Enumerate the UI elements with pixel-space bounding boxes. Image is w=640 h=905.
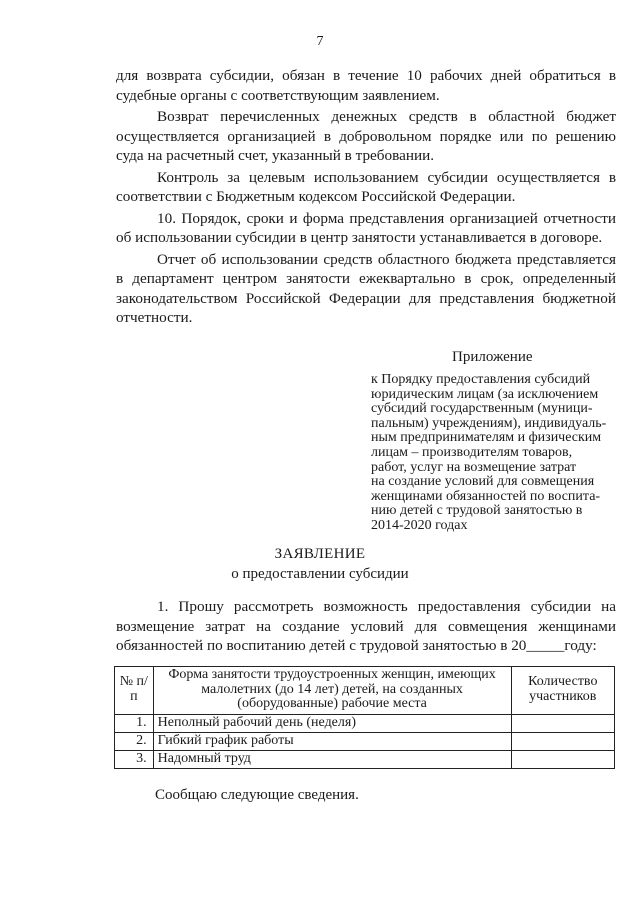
body-paragraph: Возврат перечисленных денежных средств в областной бюджет осуществляется организацией в добровольном порядке или по решению суда на расчетный счет, указанный в требовании. bbox=[116, 108, 616, 164]
table-row bbox=[115, 750, 615, 768]
request-paragraph: 1. Прошу рассмотреть возможность предоставления субсидии на возмещение затрат на создание условий для совмещения женщинами обязанностей по воспитанию детей с трудовой занятостью в 20_____году: bbox=[116, 598, 616, 654]
header-employment-form: Форма занятости трудоустроенных женщин, имеющих малолетних (до 14 лет) детей, на созданных (оборудованные) рабочие места bbox=[153, 667, 511, 715]
table-header-row bbox=[115, 667, 615, 715]
appendix-line: пальным) учреждениям), индивидуаль- bbox=[371, 415, 607, 431]
row-number: 3. bbox=[115, 750, 154, 768]
body-paragraph: Отчет об использовании средств областного бюджета представляется в департамент центром занятости ежеквартально в срок, определенный законодательством Российской Федерации для представления бюджетной отчетности. bbox=[116, 250, 616, 326]
appendix-line: субсидий государственным (муници- bbox=[371, 401, 593, 417]
row-participant-count[interactable] bbox=[511, 714, 614, 732]
appendix-title: Приложение bbox=[452, 349, 533, 365]
body-paragraph: Контроль за целевым использованием субсидии осуществляется в соответствии с Бюджетным кодексом Российской Федерации. bbox=[116, 168, 616, 205]
appendix-line: женщинами обязанностей по воспита- bbox=[371, 488, 601, 504]
appendix-line: к Порядку предоставления субсидий bbox=[371, 372, 591, 387]
body-paragraph: для возврата субсидии, обязан в течение 10 рабочих дней обратиться в судебные органы с соответствующим заявлением. bbox=[116, 67, 616, 104]
page-number: 7 bbox=[316, 34, 324, 49]
appendix-line: работ, услуг на возмещение затрат bbox=[371, 459, 577, 475]
header-participant-count: Количество участников bbox=[511, 667, 614, 715]
row-employment-form: Гибкий график работы bbox=[153, 732, 511, 750]
appendix-line: лицам – производителям товаров, bbox=[371, 444, 573, 460]
row-employment-form: Надомный труд bbox=[153, 750, 511, 768]
row-employment-form: Неполный рабочий день (неделя) bbox=[153, 714, 511, 732]
row-participant-count[interactable] bbox=[511, 732, 614, 750]
appendix-line: на создание условий для совмещения bbox=[371, 474, 595, 490]
row-number: 1. bbox=[115, 714, 154, 732]
body-paragraph: 10. Порядок, сроки и форма представления организацией отчетности об использовании субсидии в центр занятости устанавливается в договоре. bbox=[116, 209, 616, 246]
appendix-line: 2014-2020 годах bbox=[371, 517, 468, 533]
row-participant-count[interactable] bbox=[511, 750, 614, 768]
appendix-line: юридическим лицам (за исключением bbox=[371, 386, 599, 402]
document-subtitle: о предоставлении субсидии bbox=[231, 566, 409, 582]
body-text bbox=[116, 66, 616, 328]
header-number: № п/п bbox=[115, 667, 154, 715]
employment-forms-table bbox=[114, 666, 615, 769]
table-row bbox=[115, 714, 615, 732]
appendix-reference bbox=[371, 373, 621, 534]
row-number: 2. bbox=[115, 732, 154, 750]
document-title: ЗАЯВЛЕНИЕ bbox=[274, 546, 366, 562]
appendix-line: ным предпринимателям и физическим bbox=[371, 430, 602, 446]
closing-line: Сообщаю следующие сведения. bbox=[155, 787, 359, 803]
table-row bbox=[115, 732, 615, 750]
appendix-line: нию детей с трудовой занятостью в bbox=[371, 503, 583, 519]
request-section bbox=[116, 597, 616, 656]
